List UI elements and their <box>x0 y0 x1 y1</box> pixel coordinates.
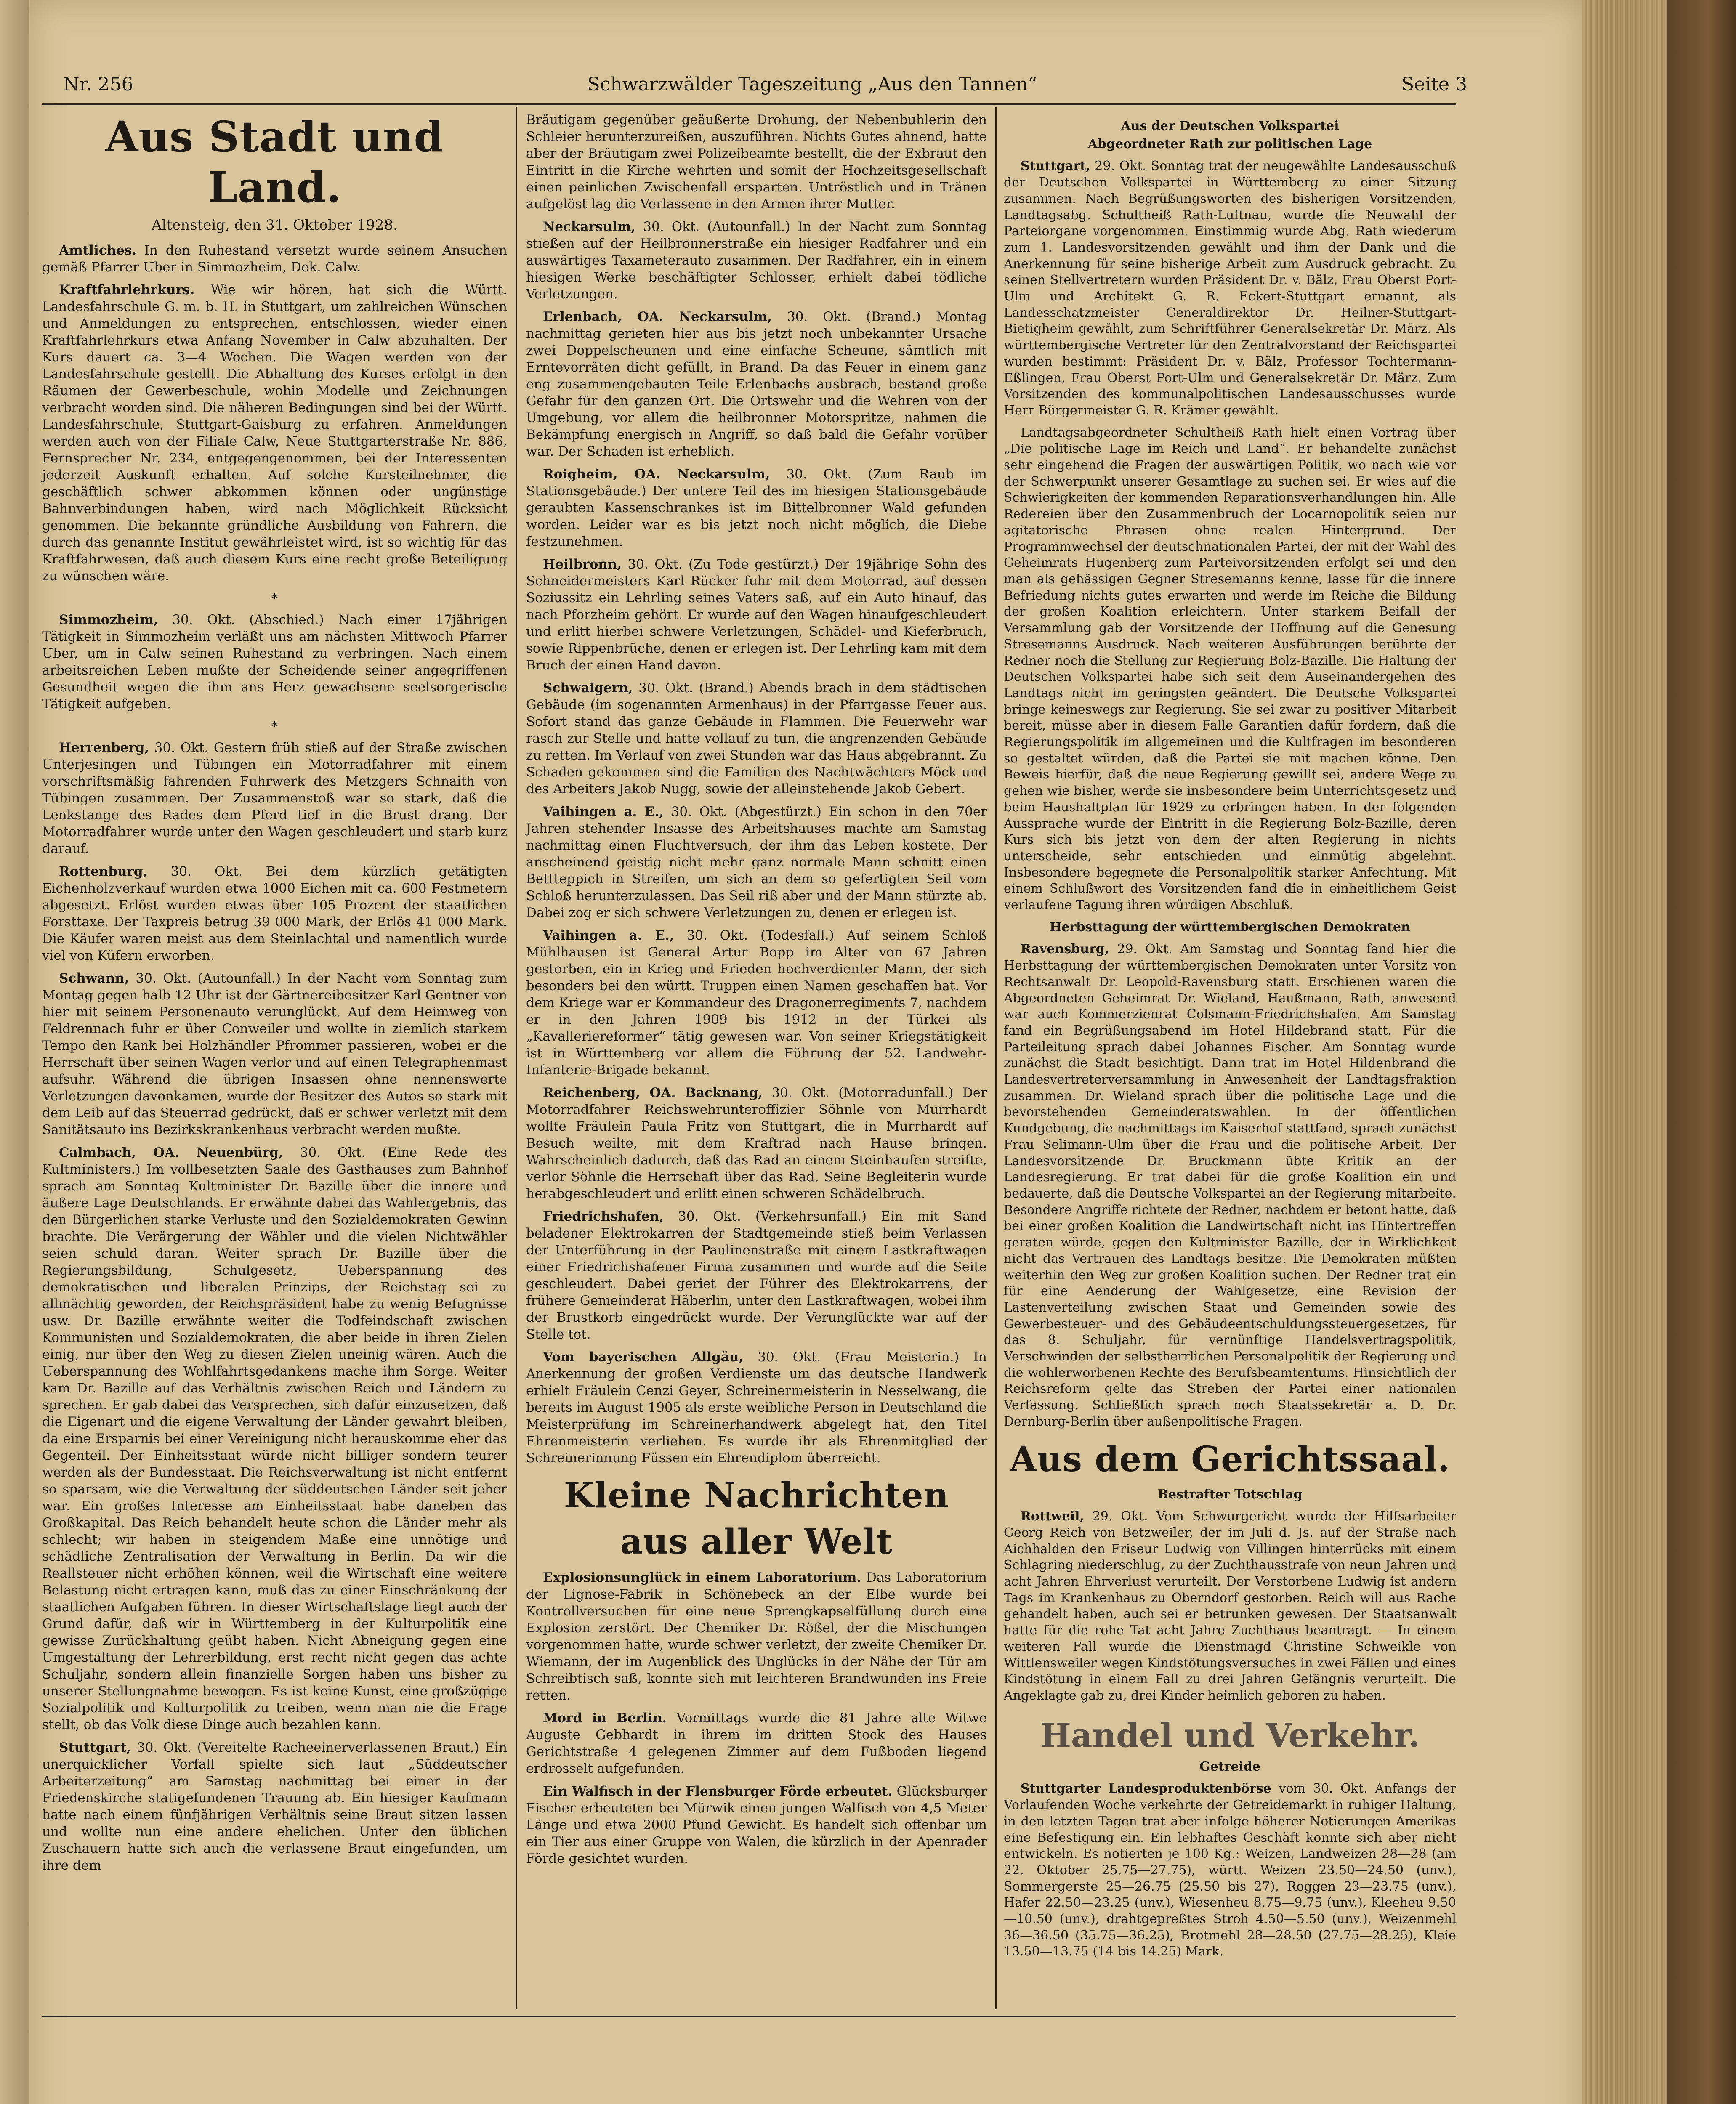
article-schwaigern <box>526 680 987 797</box>
article-lead: Ein Walfisch in der Flensburger Förde erbeutet. <box>543 1784 893 1799</box>
article-amtliches <box>42 242 507 276</box>
article-text: 30. Okt. (Brand.) Abends brach in dem städtischen Gebäude (im sogenannten Armenhaus) in der Pfarrgasse Feuer aus. Sofort stand das ganze Gebäude in Flammen. Die Feuerwehr war rasch zur Stelle und hatte vollauf zu tun, die angrenzenden Gebäude zu retten. Im Verlauf von zwei Stunden war das Haus abgebrannt. Zu Schaden gekommen sind die Familien des Nachtwächters Möck und des Arbeiters Jakob Nugg, sowie der alleinstehende Jakob Gebert. <box>526 680 987 797</box>
masthead-title: Schwarzwälder Tageszeitung „Aus den Tannen“ <box>587 74 1037 95</box>
article-text: vom 30. Okt. Anfangs der Vorlaufenden Woche verkehrte der Getreidemarkt in ruhiger Haltung, in den letzten Tagen trat aber infolge höherer Notierungen Amerikas eine Befestigung ein. Ein lebhaftes Geschäft konnte sich aber nicht entwickeln. Es notierten je 100 Kg.: Weizen, Landweizen 28—28 (am 22. Oktober 25.75—27.75), württ. Weizen 23.50—24.50 (unv.), Sommergerste 25—26.75 (25.50 bis 27), Roggen 23—23.75 (unv.), Hafer 22.50—23.25 (unv.), Wiesenheu 8.75—9.75 (unv.), Kleeheu 9.50—10.50 (unv.), drahtgepreßtes Stroh 4.50—5.50 (unv.), Weizenmehl 36—36.50 (35.75—36.25), Brotmehl 28—28.50 (27.75—28.25), Kleie 13.50—13.75 (14 bis 14.25) Mark. <box>1004 1781 1457 1959</box>
article-roigheim <box>526 466 987 550</box>
article-lead: Roigheim, OA. Neckarsulm, <box>543 467 770 482</box>
article-ravensburg <box>1004 941 1456 1430</box>
article-text: Wie wir hören, hat sich die Württ. Landesfahrschule G. m. b. H. in Stuttgart, um zahlreichen Wünschen und Anmeldungen zu entsprechen, entschlossen, wieder einen Kraftfahrlehrkurs etwa Anfang November in Calw abzuhalten. Der Kurs dauert ca. 3—4 Wochen. Die Wagen werden von der Landesfahrschule gestellt. Die Abhaltung des Kurses erfolgt in den Räumen der Gewerbeschule, wohin Modelle und Zeichnungen verbracht worden sind. Die näheren Bedingungen sind bei der Württ. Landesfahrschule, Stuttgart-Gaisburg zu erfahren. Anmeldungen werden auch von der Filiale Calw, Neue Stuttgarterstraße Nr. 886, Fernsprecher Nr. 234, entgegengenommen, bei der Interessenten jederzeit Auskunft erhalten. Auf solche Kursteilnehmer, die geschäftlich schwer abkommen können oder ungünstige Bahnverbindungen haben, wird nach Möglichkeit Rücksicht genommen. Die bekannte gründliche Ausbildung von Fahrern, die durch das genannte Institut gewährleistet wird, ist so wichtig für das Kraftfahrwesen, daß auch diesem Kurs eine recht große Beteiligung zu wünschen wäre. <box>42 282 507 584</box>
article-text: 30. Okt. Gestern früh stieß auf der Straße zwischen Unterjesingen und Tübingen ein Motorradfahrer mit einem vorschriftsmäßig fahrenden Fuhrwerk des Metzgers Schnaith von Tübingen zusammen. Der Zusammenstoß war so stark, daß die Lenkstange des Rades dem Pferd tief in die Brust drang. Der Motorradfahrer wurde unter den Wagen geschleudert und starb kurz darauf. <box>42 740 507 856</box>
article-lead: Mord in Berlin. <box>543 1711 667 1726</box>
article-lead: Amtliches. <box>59 243 137 258</box>
article-text: Das Laboratorium der Lignose-Fabrik in Schönebeck an der Elbe wurde bei Kontrollversuchen für eine neue Sprengkapselfüllung durch eine Explosion zerstört. Der Chemiker Dr. Rößel, der die Mischungen vorgenommen hatte, wurde schwer verletzt, der zweite Chemiker Dr. Wiemann, der im Augenblick des Unglücks in der Nähe der Tür am Schreibtisch saß, konnte sich mit leichteren Brandwunden ins Freie retten. <box>526 1570 987 1703</box>
article-lead: Vom bayerischen Allgäu, <box>543 1350 744 1365</box>
article-lead: Vaihingen a. E., <box>543 804 664 819</box>
column-divider-2 <box>995 107 997 2009</box>
article-text: Bräutigam gegenüber geäußerte Drohung, der Nebenbuhlerin den Schleier herunterzureißen, auszuführen. Nichts Gutes ahnend, hatte aber der Bräutigam zwei Polizeibeamte bestellt, die der Exbraut den Eintritt in die Kirche wehrten und somit der Hochzeitsgesellschaft einen peinlichen Zwischenfall ersparten. Untröstlich und in Tränen aufgelöst lag die Verlassene in den Armen ihrer Mutter. <box>526 112 987 212</box>
header-rule <box>42 103 1456 105</box>
column-1 <box>42 112 507 1880</box>
article-text: 30. Okt. (Autounfall.) In der Nacht zum Sonntag stießen auf der Heilbronnerstraße ein hiesiger Radfahrer und ein auswärtiges Taxameterauto zusammen. Der Radfahrer, ein in einem hiesigen Werke beschäftigter Schlosser, erhielt dabei tödliche Verletzungen. <box>526 219 987 302</box>
article-allgaeu <box>526 1349 987 1466</box>
article-lead: Vaihingen a. E., <box>543 928 674 943</box>
article-text: 30. Okt. (Todesfall.) Auf seinem Schloß Mühlhausen ist General Artur Bopp im Alter von 67 Jahren gestorben, ein in Krieg und Frieden hochverdienter Mann, der sich besonders bei den württ. Truppen einen Namen geschaffen hat. Vor dem Kriege war er Kommandeur des Dragonerregiments 7, nachdem er in den Jahren 1909 bis 1912 in der Türkei als „Kavalleriereformer“ tätig gewesen war. Von seiner Kriegstätigkeit ist in Württemberg vor allem die Führung der 52. Landwehr-Infanterie-Brigade bekannt. <box>526 928 987 1078</box>
article-lead: Stuttgart, <box>59 1740 131 1755</box>
article-volkspartei-stuttgart <box>1004 158 1456 419</box>
article-continuation <box>526 112 987 213</box>
article-neckarsulm <box>526 218 987 303</box>
article-text: 30. Okt. (Brand.) Montag nachmittag gerieten hier aus bis jetzt noch unbekannter Ursache zwei Doppelscheunen und eine einfache Scheune, sämtlich mit Erntevorräten dicht gefüllt, in Brand. Da das Feuer in einem ganz eng zusammengebauten Teile Erlenbachs ausbrach, bestand große Gefahr für den ganzen Ort. Die Ortswehr und die Wehren von der Umgebung, vor allem die heilbronner Motorspritze, nahmen die Bekämpfung energisch in Angriff, so daß bald die Gefahr vorüber war. Der Schaden ist erheblich. <box>526 309 987 459</box>
article-vaihingen-1 <box>526 803 987 921</box>
article-lead: Friedrichshafen, <box>543 1209 664 1224</box>
article-lead: Neckarsulm, <box>543 219 636 234</box>
article-text: Vormittags wurde die 81 Jahre alte Witwe Auguste Gebhardt in ihrem im dritten Stock des Hauses Gerichtstraße 4 gelegenen Zimmer auf dem Fußboden liegend erdrosselt aufgefunden. <box>526 1711 987 1776</box>
article-lead: Stuttgart, <box>1021 159 1090 174</box>
section-title-court: Aus dem Gerichtssaal. <box>1010 1439 1450 1480</box>
article-rath-vortrag <box>1004 425 1456 914</box>
issue-number: Nr. 256 <box>63 74 133 95</box>
page-number: Seite 3 <box>1401 74 1467 95</box>
section-title-trade: Handel und Verkehr. <box>1040 1716 1420 1755</box>
article-lead: Schwaigern, <box>543 680 633 696</box>
subheading-totschlag: Bestrafter Totschlag <box>1157 1487 1303 1502</box>
article-text: 30. Okt. (Motorradunfall.) Der Motorradfahrer Reichswehrunteroffizier Söhnle von Murrhardt wollte Fräulein Paula Fritz von Stuttgart, die in Murrhardt auf Besuch weilte, mit dem Kraftrad nach Hause bringen. Wahrscheinlich dadurch, daß das Rad an einem Steinhaufen streifte, verlor Söhnle die Herrschaft über das Rad. Seine Begleiterin wurde herabgeschleudert und erlitt einen schweren Schädelbruch. <box>526 1085 987 1201</box>
article-lead: Ravensburg, <box>1021 942 1109 957</box>
article-text: 29. Okt. Sonntag trat der neugewählte Landesausschuß der Deutschen Volkspartei in Württemberg zu einer Sitzung zusammen. Nach Begrüßungsworten des bisherigen Vorsitzenden, Landtagsabg. Schultheiß Rath-Luftnau, wurde die Neuwahl der Parteiorgane vorgenommen. Einstimmig wurde Abg. Rath wiederum zum 1. Landesvorsitzenden gewählt und ihm der Dank und die Anerkennung für seine bisherige Arbeit zum Ausdruck gebracht. Zu seinen Stellvertretern wurden Präsident Dr. v. Bälz, Frau Oberst Port-Ulm und Architekt G. R. Eckert-Stuttgart ernannt, als Landesschatzmeister Generaldirektor Dr. Heilner-Stuttgart-Bietigheim gewählt, zum Schriftführer Generalsekretär Dr. März. Als württembergische Vertreter für den Zentralvorstand der Reichspartei wurden bestimmt: Präsident Dr. v. Bälz, Professor Tochtermann-Eßlingen, Frau Oberst Port-Ulm und Generalsekretär Dr. März. Zum Vorsitzenden des kommunalpolitischen Landesausschusses wurde Herr Bürgermeister G. R. Krämer gewählt. <box>1004 159 1456 418</box>
article-text: 30. Okt. (Autounfall.) In der Nacht vom Sonntag zum Montag gegen halb 12 Uhr ist der Gärtnereibesitzer Karl Gentner von hier mit seinem Personenauto verunglückt. Auf dem Heimweg von Feldrennach fuhr er über Conweiler und wollte in ziemlich starkem Tempo den Rank bei Holzhändler Pfrommer passieren, wobei er die Herrschaft über seinen Wagen verlor und auf einen Telegraphenmast aufsuhr. Während die übrigen Insassen ohne nennenswerte Verletzungen davonkamen, wurde der Besitzer des Autos so stark mit dem Leib auf das Steuerrad gedrückt, daß er schwer verletzt mit dem Sanitätsauto ins Bezirkskrankenhaus verbracht werden mußte. <box>42 971 507 1137</box>
article-vaihingen-2 <box>526 927 987 1079</box>
article-text: 30. Okt. (Zum Raub im Stationsgebäude.) Der untere Teil des im hiesigen Stationsgebäude geraubten Kassenschrankes ist im Bittelbronner Wald gefunden worden. Leider war es bis jetzt noch nicht möglich, die Diebe festzunehmen. <box>526 467 987 549</box>
section-title-world-news: Kleine Nachrichten aus aller Welt <box>564 1475 949 1562</box>
dateline: Altensteig, den 31. Oktober 1928. <box>152 217 398 234</box>
article-friedrichshafen <box>526 1208 987 1343</box>
column-3 <box>1004 112 1456 1966</box>
article-lead: Herrenberg, <box>59 740 149 755</box>
article-kraftfahrlehrkurs <box>42 282 507 584</box>
article-herrenberg <box>42 739 507 857</box>
article-lead: Heilbronn, <box>543 557 622 572</box>
article-lead: Schwann, <box>59 971 129 986</box>
section-title-local: Aus Stadt und Land. <box>105 112 444 212</box>
separator-star: * <box>271 591 278 606</box>
book-binding <box>1667 0 1736 2104</box>
article-text: 29. Okt. Vom Schwurgericht wurde der Hilfsarbeiter Georg Reich von Betzweiler, der im Juli d. Js. auf der Straße nach Aichhalden den Friseur Ludwig von Villingen hinterrücks mit einem Schlagring niederschlug, zu der Zuchthausstrafe von neun Jahren und acht Jahren Ehrverlust verurteilt. Der Verstorbene Ludwig ist andern Tags im Krankenhaus zu Oberndorf gestorben. Reich will aus Rache gehandelt haben, auch sei er betrunken gewesen. Der Staatsanwalt hatte für die rohe Tat acht Jahre Zuchthaus beantragt. — In einem weiteren Fall wurde die Dienstmagd Christine Schweikle von Wittlensweiler wegen Kindstötungsversuches in zwei Fällen und eines Kindstötung in einem Fall zu drei Jahren Gefängnis verurteilt. Die Angeklagte gab zu, drei Kinder heimlich geboren zu haben. <box>1004 1509 1456 1703</box>
article-text: In den Ruhestand versetzt wurde seinem Ansuchen gemäß Pfarrer Uber in Simmozheim, Dek. Calw. <box>42 243 507 275</box>
article-calmbach <box>42 1144 507 1733</box>
article-text: 30. Okt. (Abgestürzt.) Ein schon in den 70er Jahren stehender Insasse des Arbeitshauses machte am Samstag nachmittag einen Fluchtversuch, der ihm das Leben kostete. Der anscheinend geistig nicht mehr ganz normale Mann schnitt einen Bettteppich in Streifen, um sich an dem so gefertigten Seil vom Schloß herunterzulassen. Das Seil riß aber und der Mann stürzte ab. Dabei zog er sich schwere Verletzungen zu, denen er erlegen ist. <box>526 804 987 920</box>
article-lead: Calmbach, OA. Neuenbürg, <box>59 1145 283 1160</box>
article-schwann <box>42 970 507 1138</box>
article-text: 30. Okt. (Abschied.) Nach einer 17jährigen Tätigkeit in Simmozheim verläßt uns am nächsten Mittwoch Pfarrer Uber, um in Calw seinen Ruhestand zu verbringen. Nach einem arbeitsreichen Leben mußte der Scheidende seiner angegriffenen Gesundheit wegen die ihm ans Herz gewachsene seelsorgerische Tätigkeit aufgeben. <box>42 612 507 712</box>
article-text: Landtagsabgeordneter Schultheiß Rath hielt einen Vortrag über „Die politische Lage im Reich und Land“. Er behandelte zunächst sehr eingehend die Fragen der auswärtigen Politik, wo nach wie vor der Schwerpunkt unserer Gesamtlage zu suchen sei. Er wies auf die Schwierigkeiten der kommenden Reparationsverhandlungen hin. Alle Redereien über den Zusammenbruch der Locarnopolitik seien nur agitatorische Phrasen ohne realen Hintergrund. Der Programmwechsel der deutschnationalen Partei, der mit der Wahl des Geheimrats Hugenberg zum Parteivorsitzenden erfolgt sei und den man als gehässigen Gegner Stresemanns kenne, lasse für die innere Befriedung nichts gutes erwarten und werde im Reiche die Bildung der großen Koalition erleichtern. Unter starkem Beifall der Versammlung gab der Vorsitzende der Hoffnung auf die Genesung Stresemanns Ausdruck. Nach weiteren Ausführungen berührte der Redner noch die Stellung zur Regierung Bolz-Bazille. Die Haltung der Deutschen Volkspartei habe sich seit dem Auseinandergehen des Landtags nicht im geringsten geändert. Die Deutsche Volkspartei bringe keineswegs zur Regierung. Sie sei zwar zu positiver Mitarbeit bereit, müsse aber in diesem Falle Garantien dafür fordern, daß die Regierungspolitik im allgemeinen und die Kultfragen im besonderen so gestaltet würden, daß die Partei sie mit machen könne. Den Beweis hierfür, daß die neue Regierung gewillt sei, andere Wege zu gehen wie bisher, werde sie insbesondere beim Unterrichtsgesetz und beim Haushaltplan für 1929 zu erbringen haben. In der folgenden Aussprache wurde der Eintritt in die Regierung Bolz-Bazille, deren Kurs sich bis jetzt von dem der alten Regierung in nichts unterscheide, sehr entschieden und einmütig abgelehnt. Insbesondere begegnete die Personalpolitik starker Anfechtung. Mit einem Schlußwort des Vorsitzenden fand die in einheitlichem Geist verlaufene Tagung ihren würdigen Abschluß. <box>1004 425 1456 913</box>
footer-rule <box>42 2016 1456 2017</box>
article-text: 30. Okt. (Frau Meisterin.) In Anerkennung der großen Verdienste um das deutsche Handwerk erhielt Fräulein Cenzi Geyer, Schreinermeisterin in Nesselwang, die bereits im August 1905 als erste weibliche Person in Deutschland die Meisterprüfung im Schreinerhandwerk abgelegt hat, den Titel Ehrenmeisterin verliehen. Es wurde ihr als Ehrenmitglied der Schreinerinnung Füssen ein Ehrendiplom überreicht. <box>526 1350 987 1466</box>
column-2 <box>526 112 987 1873</box>
subheading-rath: Abgeordneter Rath zur politischen Lage <box>1087 136 1372 151</box>
article-lead: Erlenbach, OA. Neckarsulm, <box>543 309 772 324</box>
article-heilbronn <box>526 556 987 674</box>
article-reichenberg <box>526 1084 987 1202</box>
separator-star: * <box>271 719 278 734</box>
subheading-demokraten: Herbsttagung der württembergischen Demokraten <box>1050 919 1410 935</box>
article-text: 30. Okt. (Vereitelte Racheeinerverlassenen Braut.) Ein unerquicklicher Vorfall spielte sich laut „Süddeutscher Arbeiterzeitung“ am Samstag nachmittag bei einer in der Friedenskirche statigefundenen Trauung ab. Ein hiesiger Kaufmann hatte nach einem fünfjährigen Verhältnis seine Braut sitzen lassen und wollte nun eine andere ehelichen. Unter den üblichen Zuschauern hatte sich auch die verlassene Braut eingefunden, um ihre dem <box>42 1740 507 1873</box>
article-simmozheim <box>42 611 507 712</box>
article-lead: Rottenburg, <box>59 864 148 879</box>
article-text: 30. Okt. (Zu Tode gestürzt.) Der 19jährige Sohn des Schneidermeisters Karl Rücker fuhr mit dem Motorrad, auf dessen Soziussitz ein Lehrling seines Vaters saß, auf ein Auto hinauf, das nach Pforzheim gehört. Er wurde auf den Wagen hinaufgeschleudert und erlitt hierbei schwere Verletzungen, Schädel- und Kieferbruch, sowie Rippenbrüche, denen er erlegen ist. Der Lehrling kam mit dem Bruch der einen Hand davon. <box>526 557 987 673</box>
article-text: 30. Okt. (Eine Rede des Kultministers.) Im vollbesetzten Saale des Gasthauses zum Bahnhof sprach am Sonntag Kultminister Dr. Bazille über die innere und äußere Lage Deutschlands. Er erwähnte dabei das Wahlergebnis, das den Bürgerlichen starke Verluste und den Sozialdemokraten Gewinn brachte. Die Verärgerung der Wähler und die vielen Nichtwähler seien schuld daran. Weiter sprach Dr. Bazille über die Regierungsbildung, Schulgesetz, Ueberspannung des demokratischen und liberalen Prinzips, der Reichstag sei zu allmächtig geworden, der Reichspräsident habe zu wenig Befugnisse usw. Dr. Bazille erwähnte weiter die Todfeindschaft zwischen Kommunisten und Sozialdemokraten, die aber beide in ihren Zielen einig, nur über den Weg zu diesen Zielen uneinig wären. Auch die Ueberspannung des Wohlfahrtsgedankens mache ihm Sorge. Weiter kam Dr. Bazille auf das Verhältnis zwischen Reich und Ländern zu sprechen. Er gab dabei das Versprechen, sich dafür einzusetzen, daß die Eigenart und die eigene Verwaltung der Länder gewahrt bleiben, da eine Ersparnis bei einer Vereinigung nicht herauskomme eher das Gegenteil. Der Einheitsstaat würde nicht billiger sondern teurer werden als der Bundesstaat. Die Reichsverwaltung ist nicht entfernt so sparsam, wie die Verwaltung der süddeutschen Länder seit jeher war. Ein großes Interesse am Einheitsstaat habe daneben das Großkapital. Das Reich behandelt heute schon die Länder mehr als schlecht; wir haben in steigendem Maße eine unnötige und schädliche Zentralisation der Verwaltung in Berlin. Da wir die Reallsteuer nicht erhöhen können, weil die Wirtschaft eine weitere Belastung nicht ertragen kann, muß das zu einer Einschränkung der staatlichen Aufgaben führen. In dieser Wirtschaftslage liegt auch der Grund dafür, daß wir in Württemberg in der Kulturpolitik eine gewisse Zurückhaltung geübt haben. Nicht Abneigung gegen eine Umgestaltung der Lehrerbildung, erst recht nicht gegen das achte Schuljahr, sondern allein finanzielle Sorgen haben uns bisher zu unserer Stellungnahme bewogen. Es ist keine Kunst, eine großzügige Sozialpolitik und Kulturpolitik zu treiben, wenn man nie die Frage stellt, ob das Volk diese Dinge auch bezahlen kann. <box>42 1145 507 1732</box>
article-erlenbach <box>526 308 987 460</box>
article-produktenboerse <box>1004 1781 1456 1960</box>
article-text: 30. Okt. Bei dem kürzlich getätigten Eichenholzverkauf wurden etwa 1000 Eichen mit ca. 600 Festmetern abgesetzt. Erlöst wurden etwas über 105 Prozent der staatlichen Forsttaxe. Der Taxpreis betrug 39 000 Mark, der Erlös 41 000 Mark. Die Käufer waren meist aus dem Steinlachtal und namentlich wurde viel von Küfern erworben. <box>42 864 507 963</box>
article-lead: Stuttgarter Landesproduktenbörse <box>1021 1781 1271 1796</box>
article-lead: Simmozheim, <box>59 612 158 627</box>
article-text: 29. Okt. Am Samstag und Sonntag fand hier die Herbsttagung der württembergischen Demokraten unter Vorsitz von Rechtsanwalt Dr. Leopold-Ravensburg statt. Erschienen waren die Abgeordneten Geheimrat Dr. Wieland, Haußmann, Rath, anwesend war auch Kommerzienrat Colsmann-Friedrichshafen. Am Samstag fand ein Begrüßungsabend im Hotel Hildebrand statt. Für die Parteileitung sprach dabei Johannes Fischer. Am Sonntag wurde zunächst die Stadt besichtigt. Dann trat im Hotel Hildenbrand die Landesvertreterversammlung in Anwesenheit der Landtagsfraktion zusammen. Dr. Wieland sprach über die politische Lage und die bevorstehenden Gemeinderatswahlen. In der öffentlichen Kundgebung, die nachmittags im Kaiserhof stattfand, sprach zunächst Frau Selimann-Ulm über die Frau und die politische Arbeit. Der Landesvorsitzende Dr. Bruckmann übte Kritik an der Landesregierung. Er trat dabei für die große Koalition ein und bedauerte, daß die Deutsche Volkspartei an der Regierung mitarbeite. Besondere Angriffe richtete der Redner, nachdem er betont hatte, daß bei einer großen Koalition die Landwirtschaft nicht ins Hintertreffen geraten würde, gegen den Kultminister Bazille, der in Wirklichkeit nicht das Vertrauen des Landtags besitze. Die Demokraten müßten weiterhin den Weg zur großen Koalition suchen. Der Redner trat ein für eine Aenderung der Wahlgesetze, eine Revision der Lastenverteilung zwischen Staat und Gemeinden sowie des Gewerbesteuer- und des Gebäudeentschuldungssteuergesetzes, für das 8. Schuljahr, für vernünftige Handelsvertragspolitik, Verschwinden der selbstherrlichen Personalpolitik der Regierung und die wohlerworbenen Rechte des Berufsbeamtentums. Hinsichtlich der Reichsreform gelte das Streben der Partei einer nationalen Verfassung. Schließlich sprach noch Staatssekretär a. D. Dr. Dernburg-Berlin über außenpolitische Fragen. <box>1004 942 1456 1429</box>
subheading-getreide: Getreide <box>1199 1759 1260 1774</box>
article-lead: Kraftfahrlehrkurs. <box>59 282 195 298</box>
article-lead: Reichenberg, OA. Backnang, <box>543 1085 763 1100</box>
article-lead: Rottweil, <box>1021 1509 1084 1524</box>
subheading-volkspartei: Aus der Deutschen Volkspartei <box>1121 119 1339 133</box>
article-walfisch <box>526 1783 987 1867</box>
article-lead: Explosionsunglück in einem Laboratorium. <box>543 1570 861 1585</box>
article-rottenburg <box>42 863 507 964</box>
article-mord-berlin <box>526 1710 987 1777</box>
article-text: Glücksburger Fischer erbeuteten bei Mürwik einen jungen Walfisch von 4,5 Meter Länge und etwa 2000 Pfund Gewicht. Es handelt sich offenbar um ein Tier aus einer Gruppe von Walen, die kürzlich in der Apenrader Förde gesichtet wurden. <box>526 1784 987 1866</box>
article-rottweil <box>1004 1509 1456 1704</box>
article-stuttgart <box>42 1739 507 1874</box>
column-divider-1 <box>516 107 517 2009</box>
article-explosion <box>526 1569 987 1704</box>
previous-page-edge <box>0 0 29 2104</box>
article-text: 30. Okt. (Verkehrsunfall.) Ein mit Sand beladener Elektrokarren der Stadtgemeinde stieß beim Verlassen der Unterführung in der Paulinenstraße mit einem Lastkraftwagen einer Friedrichshafener Firma zusammen und wurde auf die Seite geschleudert. Dabei geriet der Führer des Elektrokarrens, der frühere Gemeinderat Häberlin, unter den Lastkraftwagen, wobei ihm der Brustkorb eingedrückt wurde. Der Verunglückte war auf der Stelle tot. <box>526 1209 987 1342</box>
